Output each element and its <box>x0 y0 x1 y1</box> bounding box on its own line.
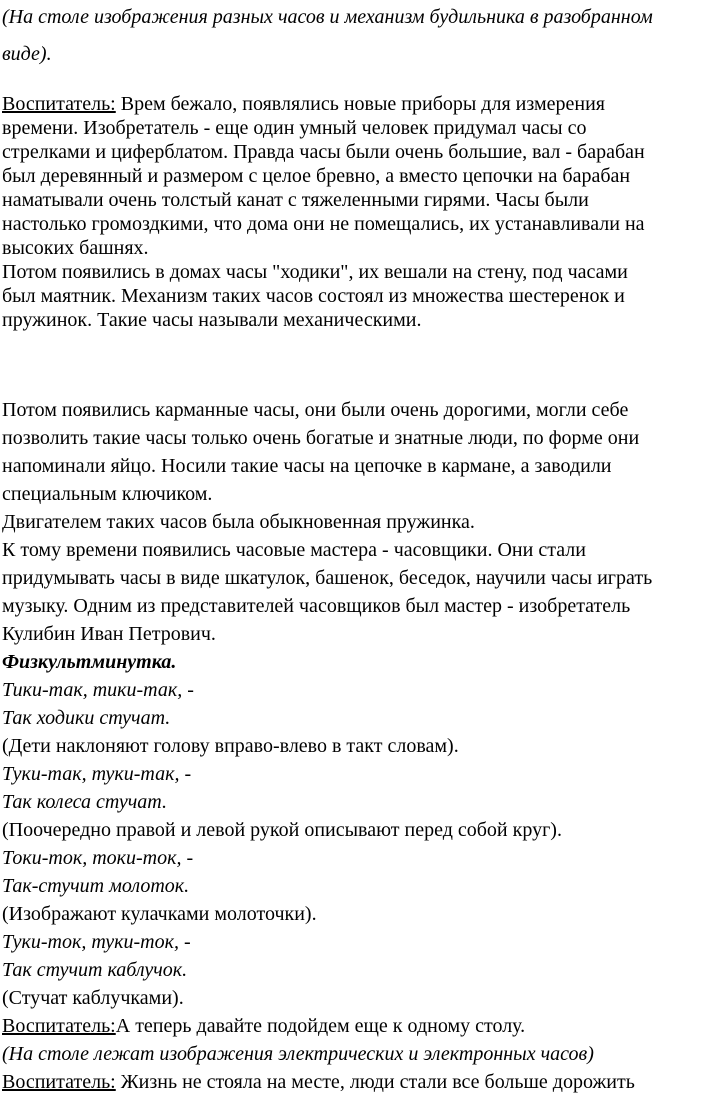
section-heading: Физкультминутка. <box>2 651 177 673</box>
text-fragment: Жизнь не стояла на месте, люди стали все больше дорожить <box>115 1071 635 1093</box>
speaker-label: Воспитатель: <box>2 1071 116 1093</box>
verse-line: Так-стучит молоток. <box>2 875 190 897</box>
speaker-label: Воспитатель: <box>2 1015 116 1037</box>
text-line: наматывали очень толстый канат с тяжеленными гирями. Часы были <box>2 189 589 211</box>
text-fragment: Врем бежало, появлялись новые приборы для измерения <box>115 93 605 115</box>
text-line: был маятник. Механизм таких часов состоял из множества шестеренок и <box>2 285 625 307</box>
text-line: был деревянный и размером с целое бревно, а вместо цепочки на барабан <box>2 165 631 187</box>
text-line: Двигателем таких часов была обыкновенная пружинка. <box>2 511 475 533</box>
stage-note: виде). <box>2 43 52 65</box>
text-line: напоминали яйцо. Носили такие часы на цепочке в кармане, а заводили <box>2 455 612 477</box>
text-line <box>2 92 605 116</box>
stage-direction: (Дети наклоняют голову вправо-влево в такт словам). <box>2 735 459 757</box>
text-line: Кулибин Иван Петрович. <box>2 623 216 645</box>
text-line <box>2 1070 635 1094</box>
stage-note: (На столе лежат изображения электрических и электронных часов) <box>2 1043 594 1065</box>
text-line: К тому времени появились часовые мастера - часовщики. Они стали <box>2 539 586 561</box>
text-line: стрелками и циферблатом. Правда часы были очень большие, вал - барабан <box>2 141 645 163</box>
verse-line: Туки-так, туки-так, - <box>2 763 192 785</box>
text-line: высоких башнях. <box>2 237 149 259</box>
text-line: придумывать часы в виде шкатулок, башенок, беседок, научили часы играть <box>2 567 653 589</box>
stage-note: (На столе изображения разных часов и механизм будильника в разобранном <box>2 6 653 28</box>
text-line: настолько громоздкими, что дома они не помещались, их устанавливали на <box>2 213 645 235</box>
text-line: Потом появились карманные часы, они были очень дорогими, могли себе <box>2 399 629 421</box>
text-line: пружинок. Такие часы называли механическими. <box>2 309 422 331</box>
text-fragment: А теперь давайте подойдем еще к одному столу. <box>115 1015 526 1037</box>
verse-line: Токи-ток, токи-ток, - <box>2 847 194 869</box>
verse-line: Туки-ток, туки-ток, - <box>2 931 191 953</box>
text-line: времени. Изобретатель - еще один умный человек придумал часы со <box>2 117 587 139</box>
verse-line: Так ходики стучат. <box>2 707 171 729</box>
text-line: Потом появились в домах часы "ходики", их вешали на стену, под часами <box>2 261 628 283</box>
text-line <box>2 1014 525 1038</box>
verse-line: Так колеса стучат. <box>2 791 167 813</box>
text-line: позволить такие часы только очень богатые и знатные люди, по форме они <box>2 427 640 449</box>
verse-line: Так стучит каблучок. <box>2 959 188 981</box>
stage-direction: (Изображают кулачками молоточки). <box>2 903 317 925</box>
verse-line: Тики-так, тики-так, - <box>2 679 194 701</box>
stage-direction: (Поочередно правой и левой рукой описывают перед собой круг). <box>2 819 562 841</box>
text-line: музыку. Одним из представителей часовщиков был мастер - изобретатель <box>2 595 631 617</box>
text-line: специальным ключиком. <box>2 483 213 505</box>
stage-direction: (Стучат каблучками). <box>2 987 184 1009</box>
speaker-label: Воспитатель: <box>2 93 116 115</box>
